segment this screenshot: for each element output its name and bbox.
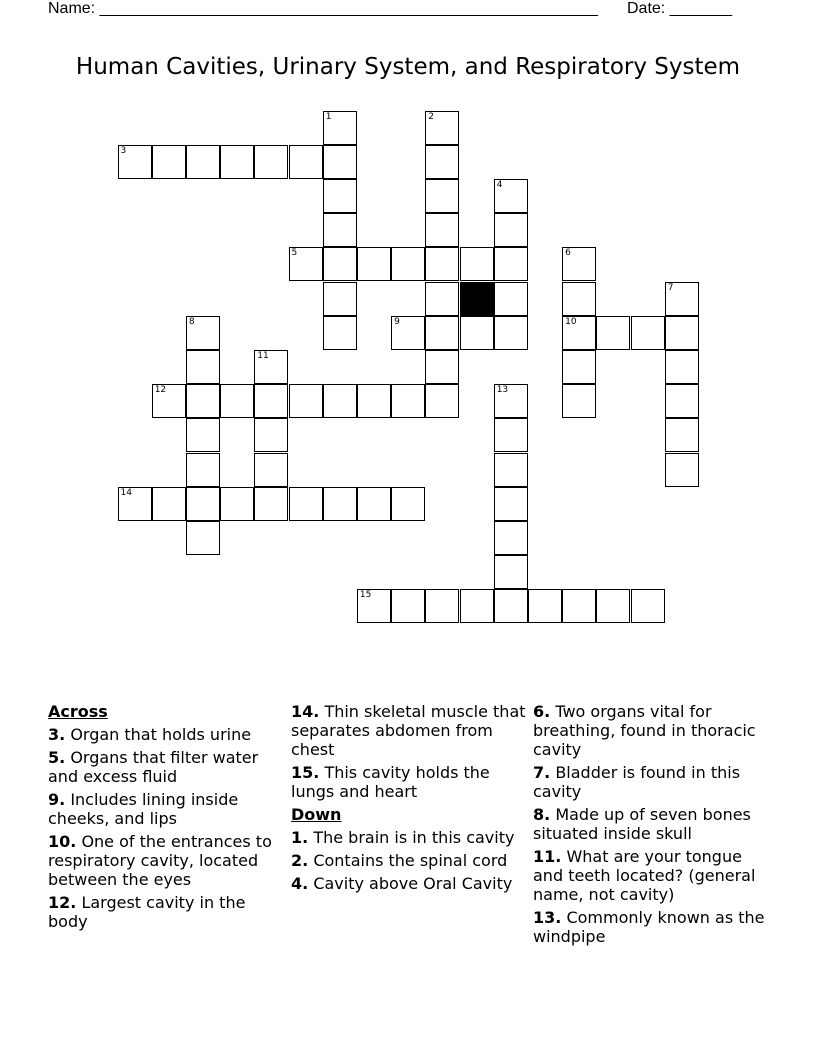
clue-number-label: 13 <box>496 385 509 396</box>
grid-cell[interactable] <box>425 316 459 350</box>
grid-cell[interactable] <box>323 247 357 281</box>
clue-text: Thin skeletal muscle that separates abdomen from chest <box>291 702 526 759</box>
clue-text: Contains the spinal cord <box>313 851 508 870</box>
clue-number-label: 2 <box>428 111 435 122</box>
clue-number: 12. <box>48 893 77 912</box>
grid-cell[interactable] <box>494 282 528 316</box>
grid-cell[interactable] <box>425 247 459 281</box>
grid-cell[interactable] <box>254 418 288 452</box>
grid-cell[interactable] <box>665 384 699 418</box>
grid-cell[interactable] <box>494 213 528 247</box>
grid-cell[interactable] <box>254 145 288 179</box>
clue-number-label: 11 <box>257 350 269 361</box>
clue-text: Organs that filter water and excess fluid <box>48 748 259 786</box>
grid-cell[interactable] <box>391 384 425 418</box>
grid-cell[interactable] <box>391 589 425 623</box>
clues-column-3 <box>533 702 773 950</box>
clue-text: Two organs vital for breathing, found in thoracic cavity <box>533 702 756 759</box>
grid-cell[interactable] <box>186 521 220 555</box>
clue-text: This cavity holds the lungs and heart <box>291 763 490 801</box>
grid-cell[interactable] <box>562 247 596 281</box>
clue-text: Organ that holds urine <box>70 725 252 744</box>
grid-cell[interactable] <box>494 453 528 487</box>
clue-number: 10. <box>48 832 77 851</box>
grid-cell[interactable] <box>494 179 528 213</box>
down-clue <box>291 828 527 847</box>
down-clue <box>533 702 773 759</box>
across-clue <box>48 725 284 744</box>
grid-cell[interactable] <box>357 247 391 281</box>
grid-cell[interactable] <box>254 487 288 521</box>
grid-cell[interactable] <box>323 213 357 247</box>
clue-text: Made up of seven bones situated inside skull <box>533 805 751 843</box>
across-clue <box>291 763 527 801</box>
grid-cell[interactable] <box>323 111 357 145</box>
grid-cell[interactable] <box>323 179 357 213</box>
grid-cell[interactable] <box>494 521 528 555</box>
grid-cell[interactable] <box>460 316 494 350</box>
grid-cell[interactable] <box>323 282 357 316</box>
grid-cell[interactable] <box>186 316 220 350</box>
grid-cell[interactable] <box>425 282 459 316</box>
clue-text: What are your tongue and teeth located? (general name, not cavity) <box>533 847 756 904</box>
clue-number: 13. <box>533 908 562 927</box>
grid-cell[interactable] <box>289 247 323 281</box>
grid-cell[interactable] <box>425 179 459 213</box>
clue-text: The brain is in this cavity <box>313 828 515 847</box>
grid-cell[interactable] <box>665 453 699 487</box>
clue-number-label: 3 <box>120 145 127 156</box>
grid-cell[interactable] <box>425 111 459 145</box>
grid-cell[interactable] <box>425 350 459 384</box>
grid-cell[interactable] <box>494 247 528 281</box>
grid-cell[interactable] <box>357 384 391 418</box>
grid-cell[interactable] <box>220 487 254 521</box>
grid-cell[interactable] <box>357 589 391 623</box>
grid-cell[interactable] <box>323 316 357 350</box>
down-clue <box>533 805 773 843</box>
clue-number: 3. <box>48 725 66 744</box>
name-field-label: Name: ________________________________________________________ <box>48 0 598 17</box>
grid-cell[interactable] <box>494 589 528 623</box>
grid-cell[interactable] <box>562 384 596 418</box>
grid-cell[interactable] <box>391 316 425 350</box>
grid-cell[interactable] <box>631 589 665 623</box>
grid-cell[interactable] <box>220 145 254 179</box>
clue-number-label: 7 <box>667 282 674 293</box>
clue-number-label: 15 <box>359 590 372 601</box>
clue-text: One of the entrances to respiratory cavity, located between the eyes <box>48 832 272 889</box>
down-clue <box>533 763 773 801</box>
clue-number: 2. <box>291 851 309 870</box>
clue-number-label: 9 <box>394 316 400 327</box>
across-clue <box>48 893 284 931</box>
grid-cell[interactable] <box>152 384 186 418</box>
down-clue <box>291 851 527 870</box>
grid-cell[interactable] <box>528 589 562 623</box>
date-field-label: Date: _______ <box>627 0 732 17</box>
grid-cell[interactable] <box>665 316 699 350</box>
black-cell <box>460 282 494 316</box>
grid-cell[interactable] <box>289 145 323 179</box>
grid-cell[interactable] <box>323 487 357 521</box>
grid-cell[interactable] <box>425 145 459 179</box>
grid-cell[interactable] <box>494 384 528 418</box>
clue-number: 15. <box>291 763 320 782</box>
grid-cell[interactable] <box>596 316 630 350</box>
grid-cell[interactable] <box>323 145 357 179</box>
grid-cell[interactable] <box>494 316 528 350</box>
grid-cell[interactable] <box>665 350 699 384</box>
grid-cell[interactable] <box>323 384 357 418</box>
grid-cell[interactable] <box>357 487 391 521</box>
clue-text: Largest cavity in the body <box>48 893 246 931</box>
clue-number-label: 8 <box>188 316 195 327</box>
grid-cell[interactable] <box>118 487 152 521</box>
clue-number: 9. <box>48 790 66 809</box>
grid-cell[interactable] <box>562 350 596 384</box>
grid-cell[interactable] <box>562 282 596 316</box>
grid-cell[interactable] <box>460 247 494 281</box>
grid-cell[interactable] <box>152 145 186 179</box>
across-clue <box>48 832 284 889</box>
grid-cell[interactable] <box>254 350 288 384</box>
grid-cell[interactable] <box>665 282 699 316</box>
grid-cell[interactable] <box>425 384 459 418</box>
grid-cell[interactable] <box>220 384 254 418</box>
across-heading: Across <box>48 702 108 721</box>
clue-number-label: 5 <box>291 248 298 259</box>
clue-number: 1. <box>291 828 309 847</box>
grid-cell[interactable] <box>254 384 288 418</box>
clue-text: Includes lining inside cheeks, and lips <box>48 790 239 828</box>
grid-cell[interactable] <box>425 589 459 623</box>
clue-number-label: 1 <box>325 111 332 122</box>
grid-cell[interactable] <box>152 487 186 521</box>
grid-cell[interactable] <box>186 384 220 418</box>
grid-cell[interactable] <box>391 487 425 521</box>
clue-number-label: 6 <box>565 248 571 259</box>
grid-cell[interactable] <box>494 487 528 521</box>
grid-cell[interactable] <box>460 589 494 623</box>
grid-cell[interactable] <box>289 487 323 521</box>
clue-number-label: 4 <box>496 179 503 190</box>
grid-cell[interactable] <box>186 453 220 487</box>
across-clue <box>291 702 527 759</box>
grid-cell[interactable] <box>118 145 152 179</box>
grid-cell[interactable] <box>186 487 220 521</box>
clue-number-label: 14 <box>120 487 132 498</box>
grid-cell[interactable] <box>186 418 220 452</box>
grid-cell[interactable] <box>494 555 528 589</box>
clue-number: 5. <box>48 748 66 767</box>
down-clue <box>533 908 773 946</box>
down-clue <box>533 847 773 904</box>
clue-number: 6. <box>533 702 551 721</box>
grid-cell[interactable] <box>391 247 425 281</box>
clue-text: Cavity above Oral Cavity <box>313 874 513 893</box>
clue-number: 7. <box>533 763 551 782</box>
grid-cell[interactable] <box>665 418 699 452</box>
clue-number: 4. <box>291 874 309 893</box>
grid-cell[interactable] <box>186 145 220 179</box>
grid-cell[interactable] <box>494 418 528 452</box>
down-clue <box>291 874 527 893</box>
grid-cell[interactable] <box>596 589 630 623</box>
down-heading: Down <box>291 805 342 824</box>
across-clue <box>48 748 284 786</box>
clue-number-label: 12 <box>154 385 167 396</box>
across-clue <box>48 790 284 828</box>
clue-number: 11. <box>533 847 562 866</box>
page-title: Human Cavities, Urinary System, and Respiratory System <box>75 54 741 80</box>
clue-text: Bladder is found in this cavity <box>533 763 741 801</box>
clue-number: 14. <box>291 702 320 721</box>
grid-cell[interactable] <box>562 589 596 623</box>
grid-cell[interactable] <box>186 350 220 384</box>
clue-text: Commonly known as the windpipe <box>533 908 765 946</box>
grid-cell[interactable] <box>289 384 323 418</box>
clue-number-label: 10 <box>565 316 577 327</box>
grid-cell[interactable] <box>631 316 665 350</box>
clues-column-2 <box>291 702 527 897</box>
clue-number: 8. <box>533 805 551 824</box>
grid-cell[interactable] <box>254 453 288 487</box>
clues-column-1 <box>48 702 284 935</box>
grid-cell[interactable] <box>425 213 459 247</box>
grid-cell[interactable] <box>562 316 596 350</box>
